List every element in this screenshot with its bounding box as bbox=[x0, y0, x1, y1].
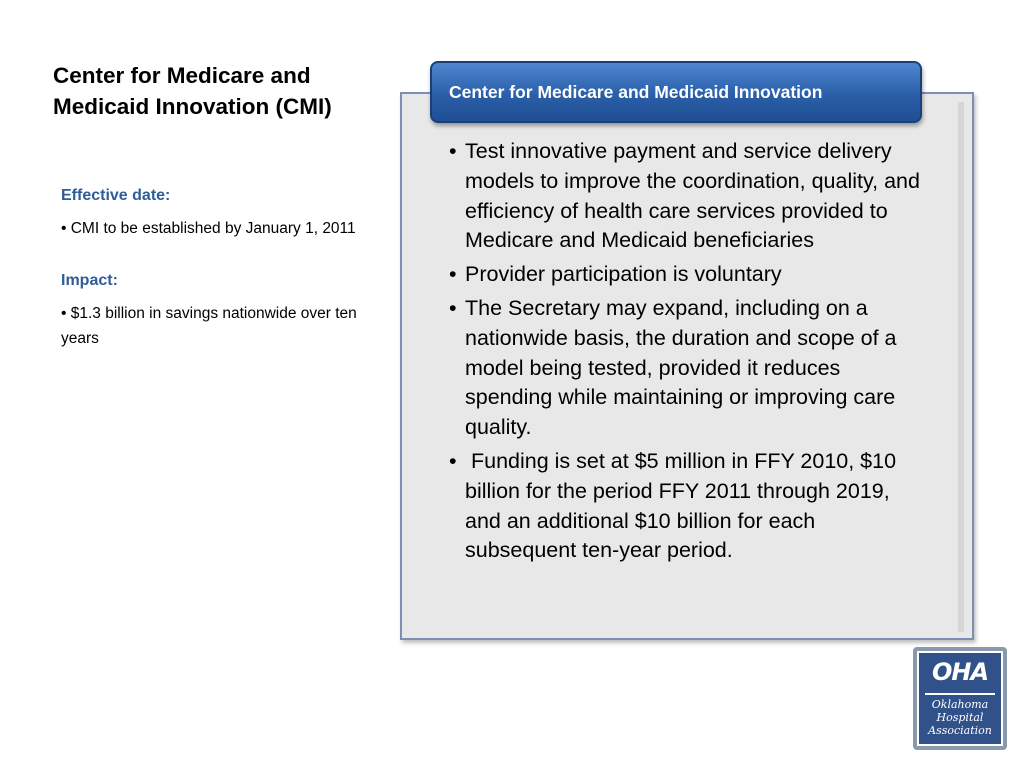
bullet-text: Funding is set at $5 million in FFY 2010, $10 billion for the period FFY 2011 through 2019, and an additional $10 billion for each subsequent ten-year period. bbox=[465, 448, 903, 563]
list-item bbox=[448, 137, 928, 256]
impact-heading: Impact: bbox=[61, 272, 118, 289]
panel-header: Center for Medicare and Medicaid Innovation bbox=[430, 61, 922, 123]
bullet-icon: • bbox=[449, 262, 457, 287]
impact-text: • $1.3 billion in savings nationwide over ten years bbox=[61, 305, 357, 347]
bullet-text: The Secretary may expand, including on a nationwide basis, the duration and scope of a model being tested, provided it reduces spending while maintaining or improving care quality. bbox=[465, 295, 897, 440]
effective-date-heading: Effective date: bbox=[61, 187, 171, 204]
list-item bbox=[448, 447, 928, 566]
logo-line-1: Oklahoma bbox=[931, 698, 989, 711]
slide-title: Center for Medicare and Medicaid Innovation (CMI) bbox=[53, 63, 332, 119]
bullet-icon: • bbox=[449, 139, 457, 163]
list-item bbox=[448, 294, 928, 443]
list-item bbox=[448, 260, 928, 290]
bullet-text: Provider participation is voluntary bbox=[465, 262, 782, 287]
oha-logo bbox=[913, 647, 1007, 750]
effective-date-section bbox=[61, 186, 366, 241]
panel-bullet-list bbox=[448, 137, 928, 570]
logo-line-3: Association bbox=[928, 724, 992, 737]
bullet-text: Test innovative payment and service delivery models to improve the coordination, quality, and efficiency of health care services provided to Medicare and Medicaid beneficiaries bbox=[465, 139, 920, 253]
logo-badge bbox=[917, 651, 1003, 746]
panel-scroll-edge bbox=[958, 102, 964, 632]
logo-text bbox=[919, 698, 1001, 737]
logo-mark: OHA bbox=[931, 658, 989, 686]
bullet-icon: • bbox=[449, 448, 457, 473]
bullet-icon: • bbox=[449, 295, 457, 320]
effective-date-text: • CMI to be established by January 1, 2011 bbox=[61, 220, 356, 237]
left-column bbox=[61, 186, 366, 351]
impact-section bbox=[61, 271, 366, 351]
logo-divider bbox=[925, 693, 995, 695]
logo-line-2: Hospital bbox=[936, 711, 984, 724]
